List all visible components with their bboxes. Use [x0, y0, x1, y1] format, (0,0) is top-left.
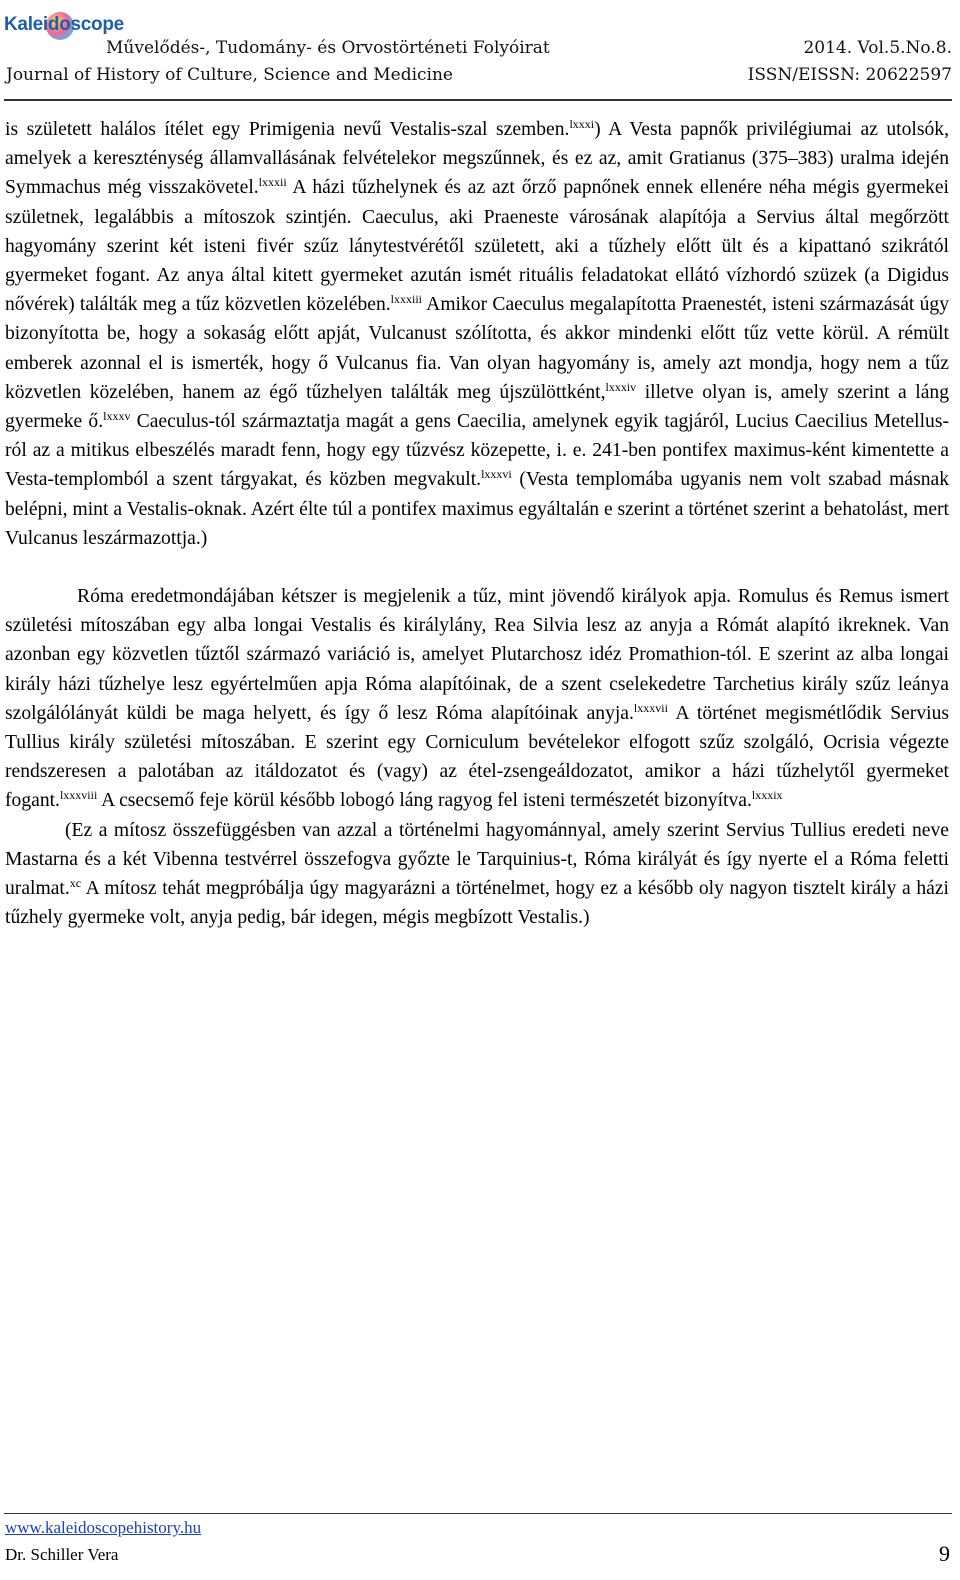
endnote-ref[interactable]: lxxxiii: [390, 292, 422, 307]
paragraph: [5, 115, 949, 553]
logo-text: Kaleidoscope: [4, 14, 124, 35]
article-body: [5, 115, 949, 932]
text-run: Róma eredetmondájában kétszer is megjelenik a tűz, mint jövendő királyok apja. Romulus és Remus ismert születési mítoszában egy alba longai Vestalis és királylány, Rea Silvia lesz az anyja a Rómát alapító ikreknek. Van azonban egy közvetlen tűztől származó variáció is, amelyet Plutarchosz idéz Promathion-tól. E szerint az alba longai király házi tűzhelye lesz egyértelműen apja Róma alapítóinak, de a szent cselekedetre Tarchetius király szűz leánya szolgálólányát küldi be maga helyett, és így ő lesz Róma alapítóinak anyja.: [5, 586, 949, 724]
text-run: A csecsemő feje körül később lobogó láng ragyog fel isteni természetét bizonyítva.: [97, 790, 752, 812]
endnote-ref[interactable]: lxxxiv: [605, 379, 637, 394]
footer-divider: [4, 1513, 952, 1514]
journal-issn: ISSN/EISSN: 20622597: [747, 65, 952, 85]
website-link[interactable]: www.kaleidoscopehistory.hu: [5, 1518, 202, 1537]
text-run: Amikor Caeculus megalapította Praenestét, isteni származását úgy bizonyította be, hogy a sokaság előtt apját, Vulcanust szólította, és akkor mindenki előtt tűz vette körül. A rémült emberek azonnal el is ismerték, hogy ő Vulcanus fia. Van olyan hagyomány is, amely azt mondja, hogy nem a tűz közvetlen közelében, hanem az égő tűzhelyen találták meg újszülöttként,: [5, 294, 949, 403]
kaleidoscope-logo: [4, 8, 124, 42]
endnote-ref[interactable]: lxxxix: [751, 788, 783, 803]
endnote-ref[interactable]: lxxxv: [103, 409, 131, 424]
text-run: is született halálos ítélet egy Primigenia nevű Vestalis-szal szemben.: [5, 119, 570, 140]
header-divider: [4, 99, 952, 101]
journal-title-en: Journal of History of Culture, Science and Medicine: [6, 65, 453, 85]
author-name: Dr. Schiller Vera: [5, 1545, 119, 1564]
page-number: 9: [939, 1541, 950, 1566]
text-run: ) A Vesta papnők privilégiumai az utolsók, amelyek a kereszténység államvallásának felvételekor megszűnnek, és ez az, amit Gratianus (375–383) uralma idején Symmachus még visszakövetel.: [5, 119, 949, 199]
endnote-ref[interactable]: lxxxvi: [481, 467, 512, 482]
text-run: A történet megismétlődik Servius Tullius király születési mítoszában. E szerint egy Corniculum bevételekor elfogott szűz szolgáló, Ocrisia végezte rendszeresen a palotában az itáldozatot és (vagy) az étel-zsengeáldozatot, amikor a házi tűzhelytől gyermeket fogant.: [5, 702, 949, 812]
paragraph: [5, 582, 949, 816]
paragraph: [5, 816, 949, 933]
endnote-ref[interactable]: lxxxvii: [633, 700, 668, 715]
text-run: Caeculus-tól származtatja magát a gens Caecilia, amelynek egyik tagjáról, Lucius Caecilius Metellus-ról az a mitikus elbeszélés maradt fenn, hogy egy tűzvész közepette, i. e. 241-ben pontifex maximus-ként kimentette a Vesta-templomból a szent tárgyakat, és közben megvakult.: [5, 411, 950, 491]
endnote-ref[interactable]: xc: [69, 876, 82, 891]
text-run: (Vesta templomába ugyanis nem volt szabad másnak belépni, mint a Vestalis-oknak. Azért élte túl a pontifex maximus egyáltalán e szerint a történet szerint a behatolást, mert Vulcanus leszármazottja.): [5, 469, 949, 549]
text-run: A házi tűzhelynek és az azt őrző papnőnek ennek ellenére néha mégis gyermekei születnek, legalábbis a mítoszok szintjén. Caeculus, aki Praeneste városának alapítója a Servius által megőrzött hagyomány szerint két isteni fivér szűz lánytestvérétől született, aki a tűzhely előtt ült és a kipattanó szikrától gyermeket fogant. Az anya által kitett gyermeket azután ismét rituális feladatokat ellátó vízhordó szüzek (a Digidus nővérek) találták meg a tűz közvetlen közelében.: [5, 177, 949, 316]
endnote-ref[interactable]: lxxxii: [258, 175, 287, 190]
endnote-ref[interactable]: lxxxviii: [59, 788, 98, 803]
page-header: [0, 0, 960, 100]
journal-volume: 2014. Vol.5.No.8.: [803, 38, 952, 58]
text-run: A mítosz tehát megpróbálja úgy magyarázni a történelmet, hogy ez a később oly nagyon tisztelt király a házi tűzhely gyermeke volt, anyja pedig, bár idegen, mégis megbízott Vestalis.): [5, 878, 949, 929]
journal-title-hu: Művelődés-, Tudomány- és Orvostörténeti Folyóirat: [106, 38, 550, 58]
endnote-ref[interactable]: lxxxi: [569, 117, 595, 131]
text-run: illetve olyan is, amely szerint a láng gyermeke ő.: [5, 381, 949, 433]
text-run: (Ez a mítosz összefüggésben van azzal a történelmi hagyománnyal, amely szerint Servius Tullius eredeti neve Mastarna és a két Vibenna testvérrel összefogva győzte le Tarquinius-t, Róma királyát és így nyerte el a Róma feletti uralmat.: [5, 819, 949, 900]
